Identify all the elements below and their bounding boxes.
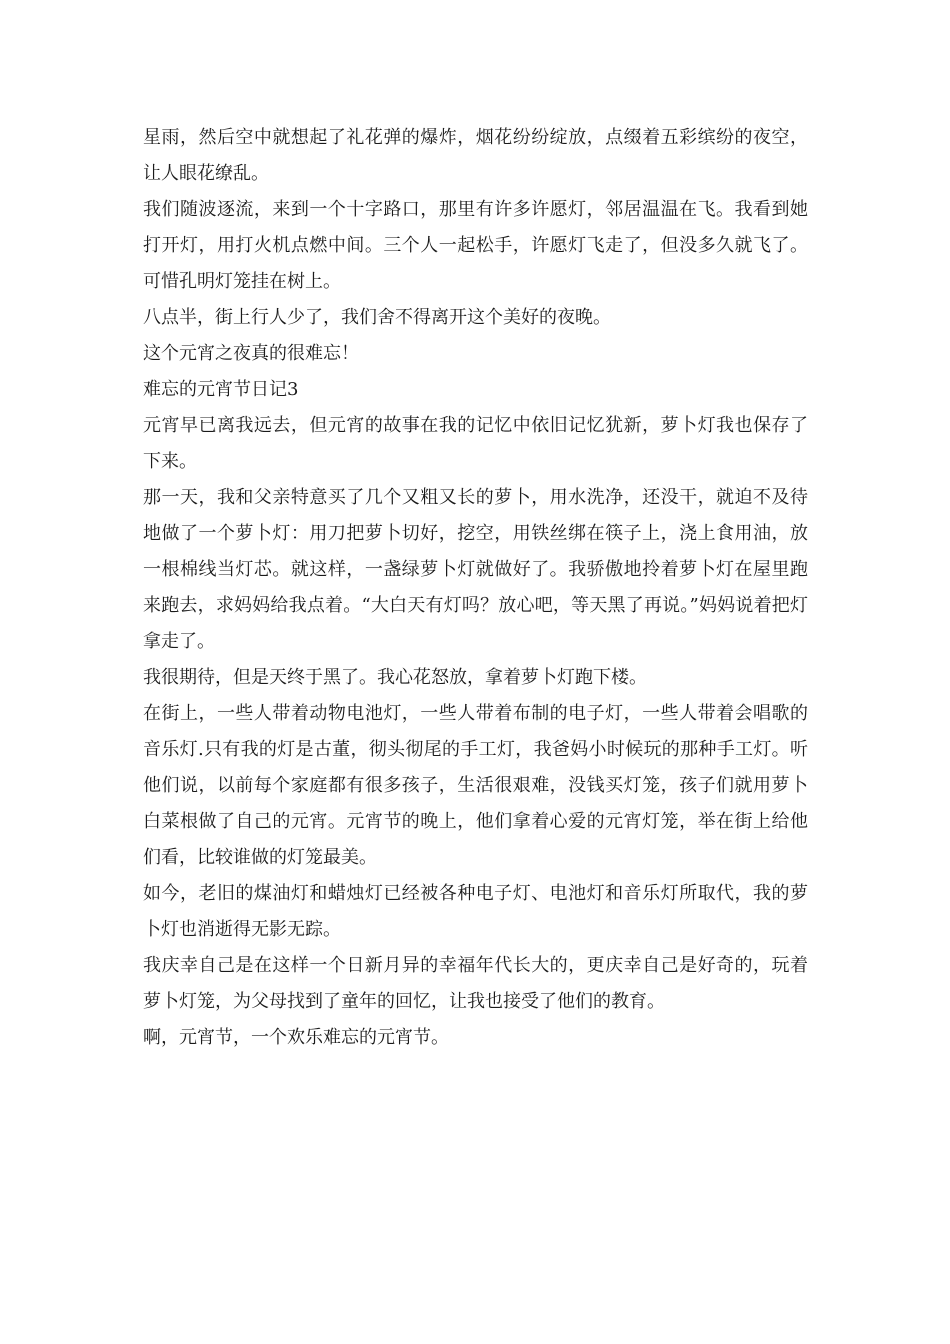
paragraph-making-lantern: 那一天，我和父亲特意买了几个又粗又长的萝卜，用水洗净，还没干，就迫不及待地做了一个萝卜灯：用刀把萝卜切好，挖空，用铁丝绑在筷子上，浇上食用油，放一根棉线当灯芯。就这样，一盏绿萝卜灯就做好了。我骄傲地拎着萝卜灯在屋里跑来跑去，求妈妈给我点着。“大白天有灯吗？放心吧，等天黑了再说。”妈妈说着把灯拿走了。: [143, 487, 808, 652]
paragraph-memory: 元宵早已离我远去，但元宵的故事在我的记忆中依旧记忆犹新，萝卜灯我也保存了下来。: [143, 415, 808, 472]
paragraph-nowadays: 如今，老旧的煤油灯和蜡烛灯已经被各种电子灯、电池灯和音乐灯所取代，我的萝卜灯也消逝得无影无踪。: [143, 883, 808, 940]
paragraph-fortunate: 我庆幸自己是在这样一个日新月异的幸福年代长大的，更庆幸自己是好奇的，玩着萝卜灯笼，为父母找到了童年的回忆，让我也接受了他们的教育。: [143, 955, 808, 1012]
paragraph-street-lanterns: 在街上，一些人带着动物电池灯，一些人带着布制的电子灯，一些人带着会唱歌的音乐灯.只有我的灯是古董，彻头彻尾的手工灯，我爸妈小时候玩的那种手工灯。听他们说，以前每个家庭都有很多孩子，生活很艰难，没钱买灯笼，孩子们就用萝卜白菜根做了自己的元宵。元宵节的晚上，他们拿着心爱的元宵灯笼，举在街上给他们看，比较谁做的灯笼最美。: [143, 703, 808, 868]
paragraph-fireworks: 星雨，然后空中就想起了礼花弹的爆炸，烟花纷纷绽放，点缀着五彩缤纷的夜空，让人眼花缭乱。: [143, 127, 808, 184]
document-body: [143, 120, 808, 1056]
paragraph-half-past-eight: 八点半，街上行人少了，我们舍不得离开这个美好的夜晚。: [143, 307, 611, 328]
paragraph-closing: 啊，元宵节，一个欢乐难忘的元宵节。: [143, 1027, 449, 1048]
paragraph-wish-lanterns: 我们随波逐流，来到一个十字路口，那里有许多许愿灯，邻居温温在飞。我看到她打开灯，用打火机点燃中间。三个人一起松手，许愿灯飞走了，但没多久就飞了。可惜孔明灯笼挂在树上。: [143, 199, 808, 292]
paragraph-nightfall: 我很期待，但是天终于黑了。我心花怒放，拿着萝卜灯跑下楼。: [143, 667, 647, 688]
section-heading-diary-3: 难忘的元宵节日记3: [143, 379, 299, 400]
paragraph-unforgettable-night: 这个元宵之夜真的很难忘！: [143, 343, 359, 364]
